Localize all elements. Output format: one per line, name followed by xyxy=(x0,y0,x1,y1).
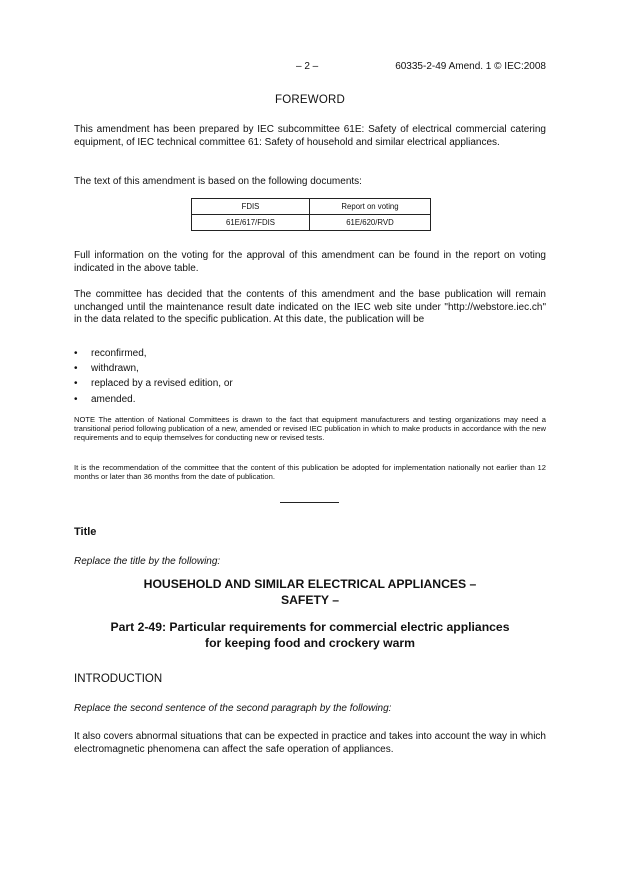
list-item xyxy=(74,392,233,407)
list-item-text: withdrawn, xyxy=(91,363,139,375)
bullet-symbol: • xyxy=(74,363,78,375)
main-title-line-1: HOUSEHOLD AND SIMILAR ELECTRICAL APPLIANCES – xyxy=(143,577,477,591)
table-row xyxy=(192,215,431,231)
introduction-text: It also covers abnormal situations that can be expected in practice and takes into account the way in which electromagnetic phenomena can affect the safe operation of appliances. xyxy=(74,731,546,755)
table-header-report-on-voting: Report on voting xyxy=(310,199,431,215)
bullet-symbol: • xyxy=(74,378,78,390)
page-number: – 2 – xyxy=(296,61,319,72)
section-divider xyxy=(280,502,339,503)
list-item-text: replaced by a revised edition, or xyxy=(91,378,233,390)
table-header-fdis: FDIS xyxy=(192,199,310,215)
foreword-recommendation: It is the recommendation of the committee that the content of this publication be adopted for implementation nationally not earlier than 12 months or later than 36 months from the date of publication. xyxy=(74,463,546,482)
foreword-paragraph-3: Full information on the voting for the approval of this amendment can be found in the report on voting indicated in the above table. xyxy=(74,250,546,274)
part-title xyxy=(0,620,620,651)
table-cell-fdis: 61E/617/FDIS xyxy=(192,215,310,231)
bullet-symbol: • xyxy=(74,393,78,405)
foreword-paragraph-4: The committee has decided that the contents of this amendment and the base publication will remain unchanged until the maintenance result date indicated on the IEC web site under "http://webstore.iec.ch" in the data related to the specific publication. At this date, the publication will be xyxy=(74,289,546,326)
table-header-row xyxy=(192,199,431,215)
list-item-text: reconfirmed, xyxy=(91,348,147,359)
part-title-line-2: for keeping food and crockery warm xyxy=(205,635,415,650)
title-heading: Title xyxy=(74,526,97,538)
bullet-symbol: • xyxy=(74,348,78,359)
foreword-note: NOTE The attention of National Committees is drawn to the fact that equipment manufacturers and testing organizations may need a transitional period following publication of a new, amended or revised IEC publication in which to make products in accordance with the new requirements and to equip themselves for conducting new or revised tests. xyxy=(74,415,546,443)
list-item xyxy=(74,361,233,376)
main-title-line-2: SAFETY – xyxy=(280,592,340,607)
list-item-text: amended. xyxy=(91,393,136,405)
foreword-paragraph-2: The text of this amendment is based on the following documents: xyxy=(74,176,362,187)
list-item xyxy=(74,376,233,391)
part-title-line-1: Part 2-49: Particular requirements for commercial electric appliances xyxy=(110,620,510,634)
foreword-title: FOREWORD xyxy=(275,94,345,106)
list-item xyxy=(74,346,233,361)
main-title xyxy=(0,577,620,608)
introduction-instruction: Replace the second sentence of the second paragraph by the following: xyxy=(74,703,392,714)
document-reference: 60335-2-49 Amend. 1 © IEC:2008 xyxy=(395,61,546,72)
publication-status-list xyxy=(74,346,233,407)
introduction-heading: INTRODUCTION xyxy=(74,673,163,685)
documents-table xyxy=(191,198,431,231)
page-header xyxy=(74,61,546,75)
title-instruction: Replace the title by the following: xyxy=(74,556,221,567)
foreword-paragraph-1: This amendment has been prepared by IEC subcommittee 61E: Safety of electrical commercial catering equipment, of IEC technical committee 61: Safety of household and similar electrical appliances. xyxy=(74,124,546,148)
table-cell-rvd: 61E/620/RVD xyxy=(310,215,431,231)
